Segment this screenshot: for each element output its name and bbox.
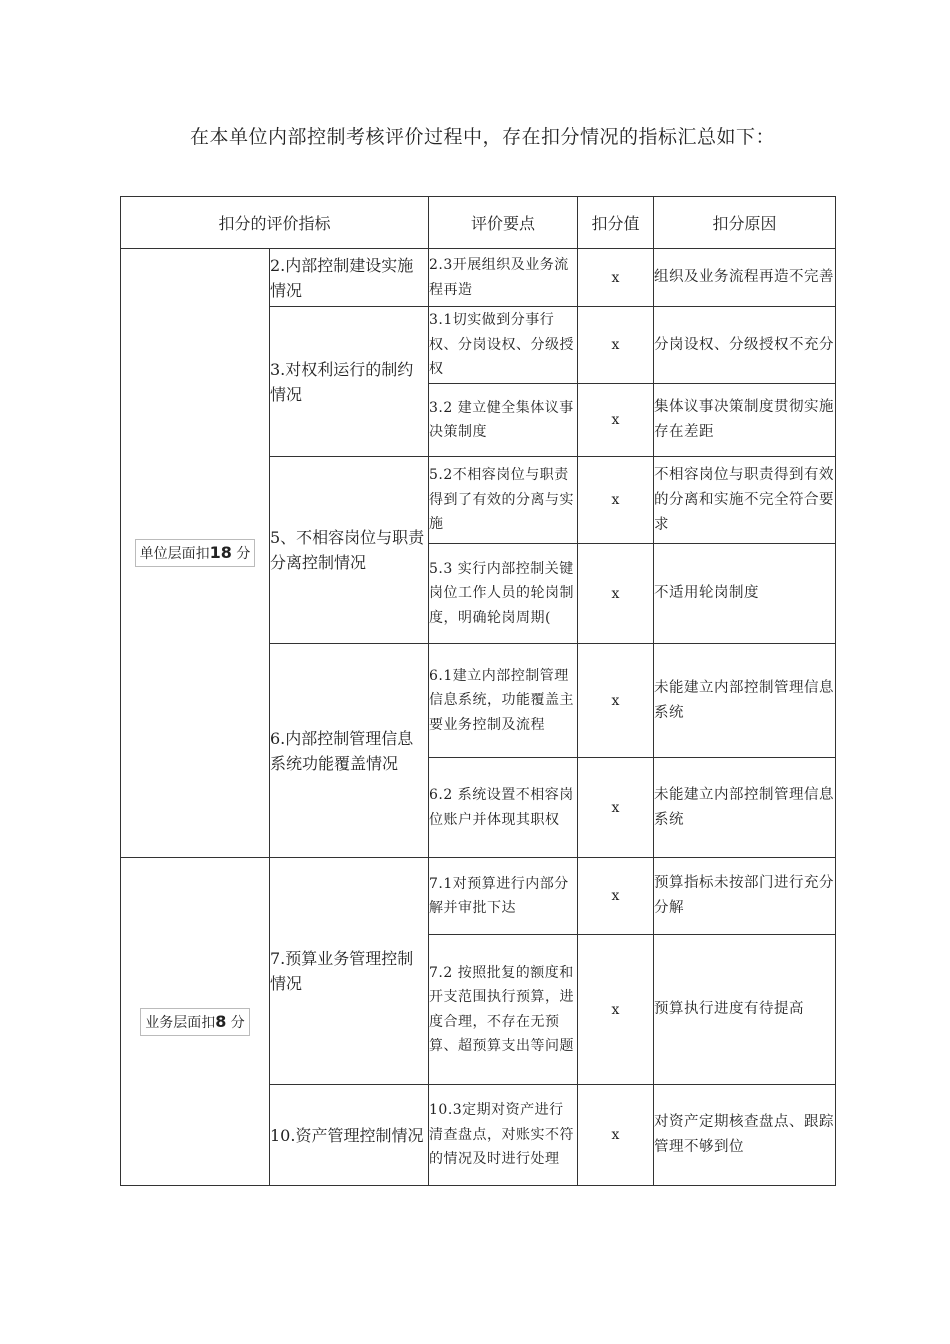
point-cell: 3.2 建立健全集体议事决策制度 [429, 384, 578, 457]
reason-cell: 不相容岗位与职责得到有效的分离和实施不完全符合要求 [654, 457, 836, 544]
reason-cell: 预算执行进度有待提高 [654, 935, 836, 1085]
indicator-cell: 5、不相容岗位与职责分离控制情况 [270, 457, 429, 644]
value-cell: x [578, 249, 654, 307]
table-row [121, 249, 836, 307]
category-cell [121, 249, 270, 858]
point-cell: 2.3开展组织及业务流程再造 [429, 249, 578, 307]
indicator-cell: 7.预算业务管理控制情况 [270, 858, 429, 1085]
intro-text: 在本单位内部控制考核评价过程中，存在扣分情况的指标汇总如下： [190, 126, 776, 148]
indicator-cell: 2.内部控制建设实施情况 [270, 249, 429, 307]
value-cell: x [578, 758, 654, 858]
value-cell: x [578, 644, 654, 758]
point-cell: 5.2不相容岗位与职责得到了有效的分离与实施 [429, 457, 578, 544]
point-cell: 10.3定期对资产进行清查盘点，对账实不符的情况及时进行处理 [429, 1085, 578, 1186]
header-reason: 扣分原因 [654, 197, 836, 249]
value-cell: x [578, 935, 654, 1085]
value-cell: x [578, 858, 654, 935]
point-cell: 7.1对预算进行内部分解并审批下达 [429, 858, 578, 935]
reason-cell: 预算指标未按部门进行充分分解 [654, 858, 836, 935]
value-cell: x [578, 457, 654, 544]
value-cell: x [578, 1085, 654, 1186]
reason-cell: 不适用轮岗制度 [654, 544, 836, 644]
category-label-business: 业务层面扣8 分 [140, 1008, 250, 1036]
value-cell: x [578, 384, 654, 457]
point-cell: 7.2 按照批复的额度和开支范围执行预算，进度合理，不存在无预算、超预算支出等问题 [429, 935, 578, 1085]
deduction-table [120, 196, 836, 1186]
table-header-row [121, 197, 836, 249]
category-cell [121, 858, 270, 1186]
table-row [121, 858, 836, 935]
indicator-cell: 3.对权利运行的制约情况 [270, 307, 429, 457]
value-cell: x [578, 307, 654, 384]
reason-cell: 集体议事决策制度贯彻实施存在差距 [654, 384, 836, 457]
category-label-unit: 单位层面扣18 分 [135, 539, 256, 567]
reason-cell: 对资产定期核查盘点、跟踪管理不够到位 [654, 1085, 836, 1186]
value-cell: x [578, 544, 654, 644]
point-cell: 3.1切实做到分事行权、分岗设权、分级授权 [429, 307, 578, 384]
header-indicator: 扣分的评价指标 [121, 197, 429, 249]
reason-cell: 未能建立内部控制管理信息系统 [654, 758, 836, 858]
header-value: 扣分值 [578, 197, 654, 249]
point-cell: 6.1建立内部控制管理信息系统，功能覆盖主要业务控制及流程 [429, 644, 578, 758]
header-point: 评价要点 [429, 197, 578, 249]
indicator-cell: 6.内部控制管理信息系统功能覆盖情况 [270, 644, 429, 858]
indicator-cell: 10.资产管理控制情况 [270, 1085, 429, 1186]
reason-cell: 分岗设权、分级授权不充分 [654, 307, 836, 384]
point-cell: 6.2 系统设置不相容岗位账户并体现其职权 [429, 758, 578, 858]
point-cell: 5.3 实行内部控制关键岗位工作人员的轮岗制度，明确轮岗周期( [429, 544, 578, 644]
reason-cell: 组织及业务流程再造不完善 [654, 249, 836, 307]
reason-cell: 未能建立内部控制管理信息系统 [654, 644, 836, 758]
